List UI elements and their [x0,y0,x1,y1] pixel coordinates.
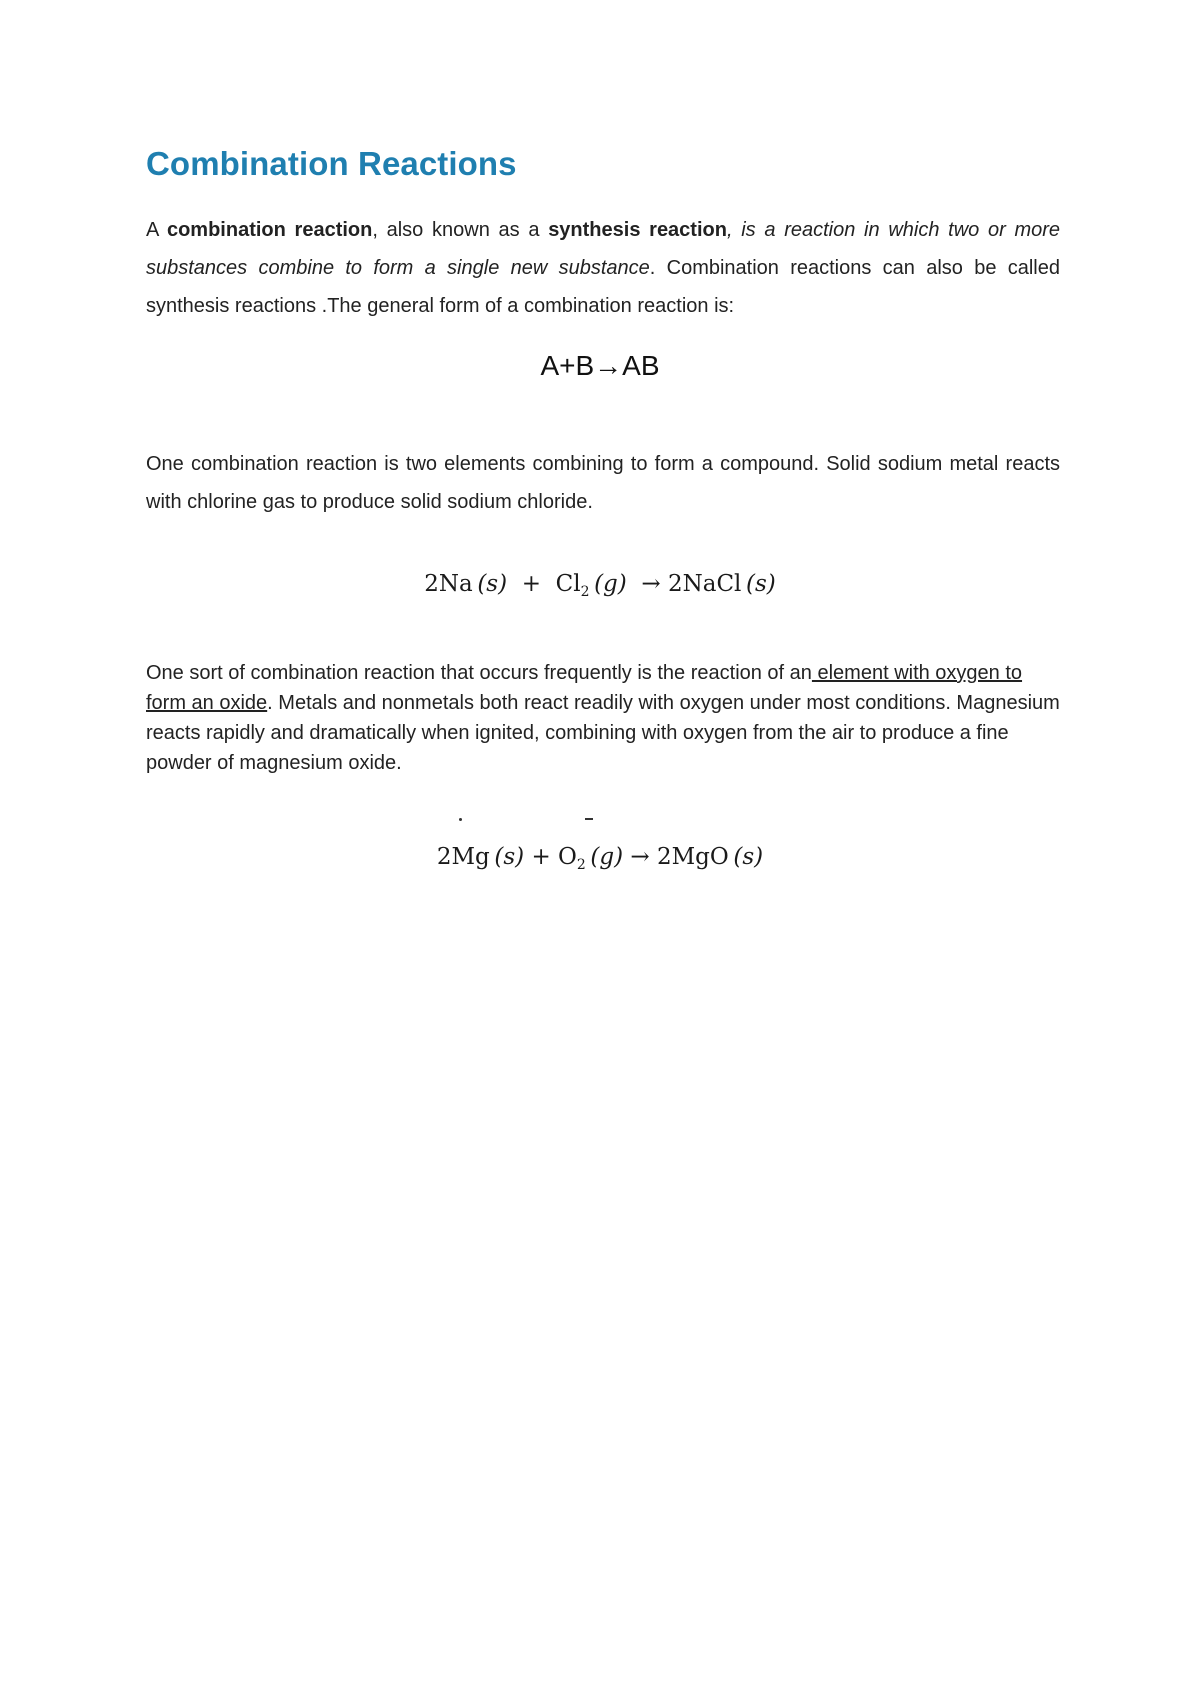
intro-text-f: . Combination reactions can also be called synthesis reactions .The general form of a combination reaction is: [146,257,1060,317]
stray-dot-mark [459,818,462,821]
intro-text-c: , also known as a [372,219,549,241]
eq-mg-lhs1-state: (s) [494,844,525,870]
stray-dash-mark [585,818,593,820]
page-title: Combination Reactions [146,145,517,182]
mg-text-a: One sort of combination reaction that occurs frequently is the reaction of an [146,662,812,684]
eq-mg-lhs1: 2Mg [436,844,490,870]
eq-na-plus: + [521,571,541,597]
eq-na-arrow: → [641,571,661,597]
intro-text-a: A [146,219,167,241]
eq-mg-lhs2: O [558,844,577,870]
eq-na-lhs2-sub: 2 [580,584,590,600]
eq-na-rhs: 2NaCl [667,571,742,597]
eq-na-lhs1: 2Na [424,571,473,597]
eq-na-lhs2: Cl [555,571,581,597]
eq-na-rhs-state: (s) [746,571,776,597]
magnesium-oxide-equation [0,844,1200,873]
eq-mg-rhs: 2MgO [657,844,729,870]
term-synthesis-reaction: synthesis reaction [548,219,727,241]
eq-mg-arrow: → [630,844,650,870]
eq-mg-lhs2-sub: 2 [576,857,586,873]
intro-paragraph [146,211,1060,325]
oxide-link[interactable]: element with oxygen to form an oxide [146,662,1023,714]
eq-na-lhs2-state: (g) [594,571,627,597]
sodium-chloride-equation [0,571,1200,600]
eq-mg-plus: + [531,844,551,870]
magnesium-paragraph [146,658,1066,778]
eq-na-lhs1-state: (s) [477,571,508,597]
definition-text: , is a reaction in which two or more substances combine to form a single new substance [146,219,1061,279]
eq-mg-rhs-state: (s) [733,844,764,870]
term-combination-reaction: combination reaction [166,219,373,241]
mg-text-b: . Metals and nonmetals both react readily with oxygen under most conditions. Magnesium reacts rapidly and dramatically when ignited, combining with oxygen from the air to produce a fine powder of magnesium oxide. [146,692,1060,774]
sodium-paragraph: One combination reaction is two elements combining to form a compound. Solid sodium metal reacts with chlorine gas to produce solid sodium chloride. [146,453,1060,513]
general-equation: A+B→AB [540,350,660,381]
eq-mg-lhs2-state: (g) [590,844,624,870]
